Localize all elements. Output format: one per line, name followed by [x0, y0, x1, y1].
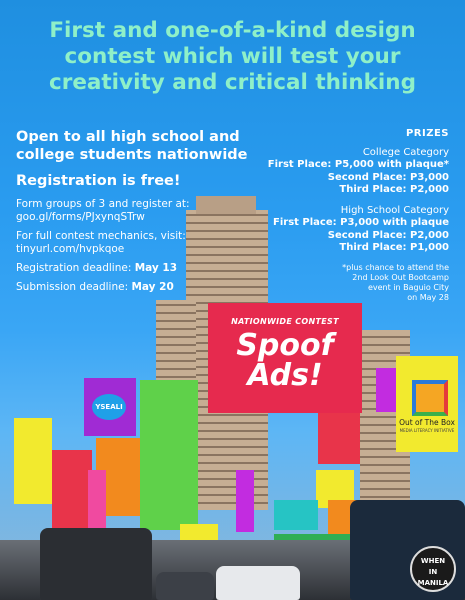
- form-register-link[interactable]: goo.gl/forms/PJxynqSTrw: [16, 211, 145, 223]
- yellow-sign-left: [14, 418, 52, 504]
- form-register-label: Form groups of 3 and register at:: [16, 198, 190, 210]
- highschool-second-prize: Second Place: P2,000: [327, 229, 449, 241]
- when-in-manila-logo: [410, 546, 456, 592]
- cube-logo-icon: [412, 380, 448, 416]
- submission-deadline-label: Submission deadline:: [16, 281, 129, 293]
- pink-sign: [88, 470, 106, 530]
- wim-line-2: IN: [428, 568, 438, 576]
- green-sign: [140, 380, 198, 530]
- yseali-sign: [84, 378, 136, 436]
- college-third-prize: Third Place: P2,000: [339, 184, 449, 195]
- mechanics-link[interactable]: tinyurl.com/hvpkqoe: [16, 243, 125, 255]
- billboard-title-line-2: Ads!: [247, 358, 323, 393]
- prize-note-line-2: 2nd Look Out Bootcamp: [352, 272, 449, 282]
- car-left: [40, 528, 152, 600]
- spoof-ads-billboard: [208, 303, 362, 413]
- registration-text: Registration is free!: [16, 173, 181, 189]
- wim-line-1: WHEN: [420, 557, 446, 565]
- out-of-the-box-sign: [396, 356, 458, 452]
- prizes-panel: [249, 128, 449, 303]
- car-center-small: [156, 572, 214, 600]
- prize-note-line-4: on May 28: [407, 292, 449, 302]
- spacer: [249, 197, 449, 205]
- registration-deadline-label: Registration deadline:: [16, 262, 132, 274]
- registration-deadline-value: May 13: [134, 262, 178, 274]
- prize-note-line-1: *plus chance to attend the: [342, 262, 449, 272]
- prize-note-line-3: event in Baguio City: [367, 282, 449, 292]
- prize-note: [249, 263, 449, 303]
- headline: First and one-of-a-kind design contest which will test your creativity and critical thinking: [48, 18, 417, 95]
- red-sign-left: [52, 450, 92, 540]
- highschool-third-prize: Third Place: P1,000: [339, 242, 449, 253]
- building-top: [196, 196, 256, 214]
- wim-line-3: MANILA: [417, 579, 449, 587]
- highschool-category-title: High School Category: [340, 204, 449, 216]
- yseali-logo: YSEALI: [92, 394, 126, 420]
- college-first-prize: First Place: P5,000 with plaque*: [267, 159, 449, 170]
- billboard-kicker: NATIONWIDE CONTEST: [231, 317, 339, 326]
- college-second-prize: Second Place: P3,000: [327, 171, 449, 183]
- prizes-title: PRIZES: [405, 128, 449, 139]
- ootb-subtitle: MEDIA LITERACY INITIATIVE: [399, 428, 455, 433]
- purple-sign-right: [376, 368, 398, 412]
- eligibility-text: Open to all high school and college students nationwide: [16, 129, 248, 163]
- car-center: [216, 566, 300, 600]
- billboard-title-line-1: Spoof: [236, 328, 334, 363]
- submission-deadline-value: May 20: [131, 281, 174, 293]
- ootb-name: Out of The Box: [399, 418, 455, 427]
- purple-sign-mid: [236, 470, 254, 532]
- red-sign-right: [318, 412, 360, 464]
- mechanics-label: For full contest mechanics, visit:: [16, 230, 186, 242]
- college-category-title: College Category: [362, 146, 449, 158]
- highschool-first-prize: First Place: P3,000 with plaque: [273, 217, 449, 228]
- teal-sign: [274, 500, 318, 530]
